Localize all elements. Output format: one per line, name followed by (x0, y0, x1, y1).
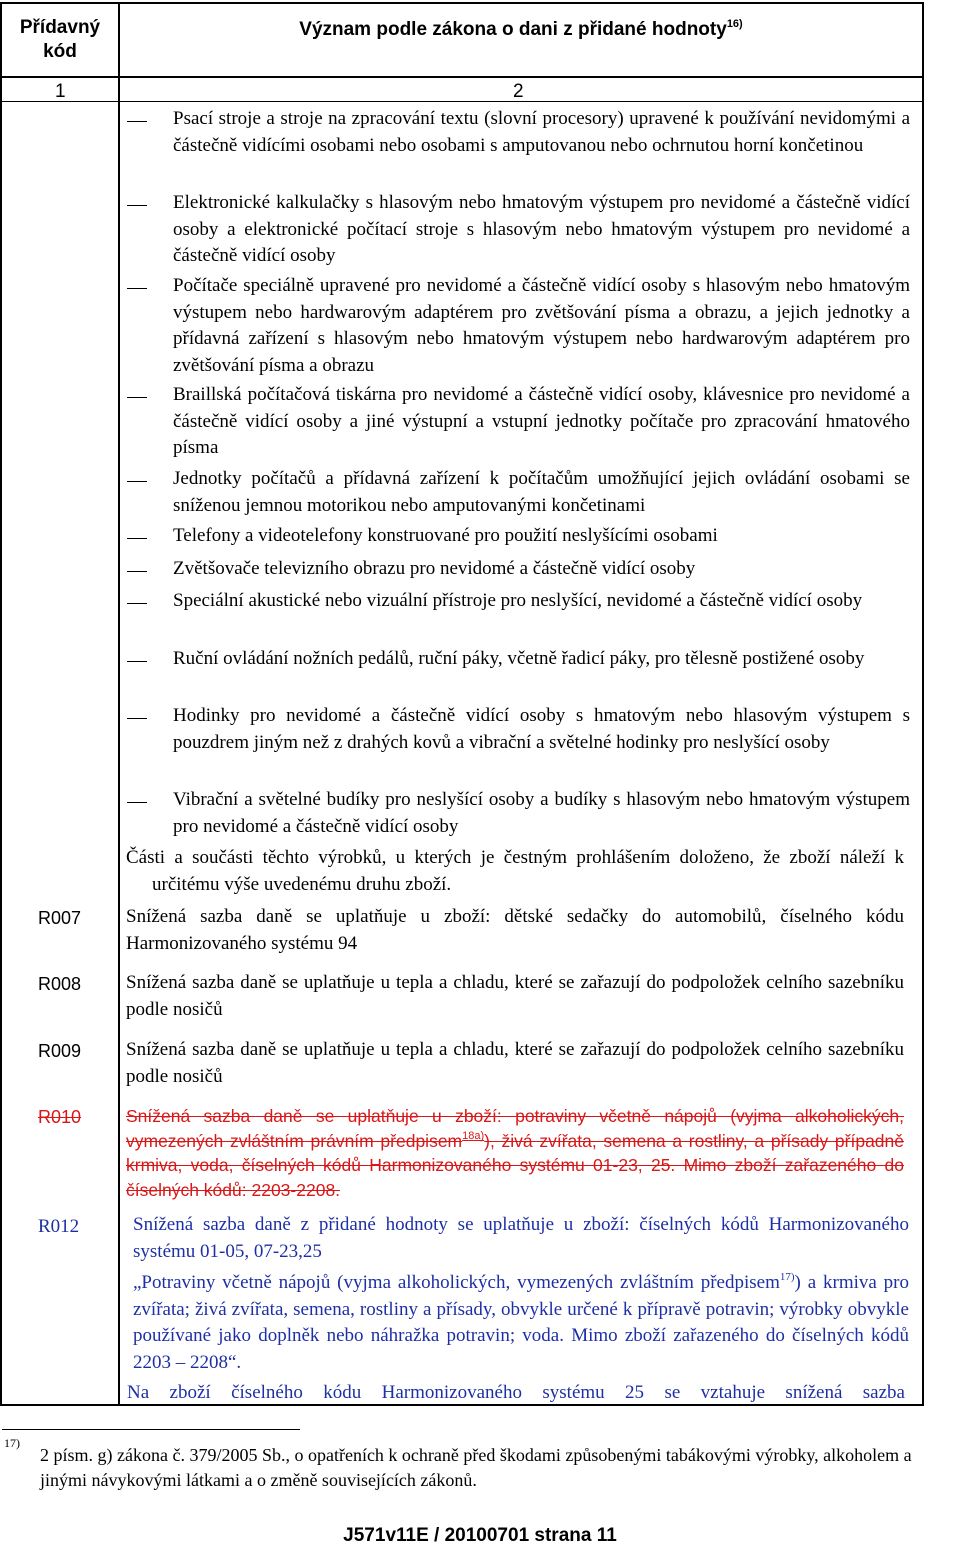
text-r012-p2 (133, 1270, 909, 1376)
list-item: Elektronické kalkulačky s hlasovým nebo hmatovým výstupem pro nevidomé a částečně vidící osoby a elektronické počítací stroje s hlasovým nebo hmatovým výstupem pro nevidomé a částečně vidící osoby (173, 192, 910, 266)
list-item: Počítače speciálně upravené pro nevidomé a částečně vidící osoby s hlasovým nebo hmatovým výstupem nebo hardwarovým adaptérem pro zvětšování písma a obrazu, a jejich jednotky a přídavná zařízení s hlasovým nebo hmatovým výstupem nebo hardwarovým adaptérem pro zvětšování písma a obrazu (173, 275, 910, 376)
text-r012-p2-ref: 17) (779, 1271, 795, 1283)
col2-number: 2 (513, 81, 524, 102)
list-dash (127, 802, 147, 803)
table-top-border (0, 2, 924, 4)
list-dash (127, 397, 147, 398)
col2-header-title: Význam podle zákona o dani z přidané hodnoty (299, 19, 727, 40)
header-bottom-border (0, 76, 924, 78)
code-r008: R008 (38, 974, 82, 994)
text-r007: Snížená sazba daně se uplatňuje u zboží: dětské sedačky do automobilů, číselného kódu Harmonizovaného systému 94 (126, 906, 904, 954)
parts-note: Části a součásti těchto výrobků, u kterých je čestným prohlášením doloženo, že zboží náleží k určitému výše uvedenému druhu zboží. (126, 847, 904, 895)
list-item: Jednotky počítačů a přídavná zařízení k počítačům umožňující jejich ovládání osobami se sníženou jemnou motorikou nebo amputovanými končetinami (173, 468, 910, 516)
list-dash (127, 538, 147, 539)
list-dash (127, 205, 147, 206)
col2-header-ref: 16) (726, 18, 743, 30)
footnote-rule (2, 1429, 300, 1430)
list-dash (127, 718, 147, 719)
list-dash (127, 121, 147, 122)
text-r008: Snížená sazba daně se uplatňuje u tepla a chladu, které se zařazují do podpoložek celního sazebníku podle nosičů (126, 972, 904, 1020)
text-r012-p3: Na zboží číselného kódu Harmonizovaného systému 25 se vztahuje snížená sazba (127, 1382, 905, 1403)
text-r009: Snížená sazba daně se uplatňuje u tepla a chladu, které se zařazují do podpoložek celního sazebníku podle nosičů (126, 1039, 904, 1087)
list-dash (127, 661, 147, 662)
text-r010-b: ), živá zvířata, semena a rostliny, a přísady případně krmiva, voda, číselných kódů Harmonizovaného systému 01-23, 25. Mimo zboží zařazeného do číselných kódů: 2203-2208. (126, 1130, 905, 1200)
colnum-bottom-border (0, 101, 924, 102)
text-r012-p1: Snížená sazba daně z přidané hodnoty se uplatňuje u zboží: číselných kódů Harmonizovaného systému 01-05, 07-23,25 (133, 1214, 909, 1262)
page-footer: J571v11E / 20100701 strana 11 (343, 1525, 617, 1546)
code-r010: R010 (38, 1107, 82, 1127)
footnote-text: 2 písm. g) zákona č. 379/2005 Sb., o opatřeních k ochraně před škodami způsobenými tabákovými výrobky, alkoholem a jinými návykovými látkami a o změně souvisejících zákonů. (40, 1445, 912, 1490)
text-r010 (126, 1104, 904, 1202)
footnote-mark: 17) (4, 1436, 20, 1450)
text-r012-p2-b: ) a krmiva pro zvířata; živá zvířata, semena, rostliny a přísady, obvykle určené k přípravě potravin; výrobky obvykle používané jako doplněk nebo náhražka potravin; voda. Mimo zboží zařazeného do číselných kódů 2203 – 2208“. (133, 1272, 910, 1373)
table-left-border (0, 2, 2, 1406)
list-item: Psací stroje a stroje na zpracování textu (slovní procesory) upravené k používání nevidomými a částečně vidícími osobami nebo osobami s amputovanou nebo ochrnutou horní končetinou (173, 108, 910, 156)
list-item: Ruční ovládání nožních pedálů, ruční páky, včetně řadicí páky, pro tělesně postižené osoby (173, 648, 865, 669)
code-r007: R007 (38, 908, 82, 928)
list-item: Telefony a videotelefony konstruované pro použití neslyšícími osobami (173, 525, 718, 546)
list-item: Hodinky pro nevidomé a částečně vidící osoby s hmatovým nebo hlasovým výstupem s pouzdrem jiným než z drahých kovů a vibrační a světelné hodinky pro neslyšící osoby (173, 705, 910, 753)
code-r012: R012 (38, 1216, 80, 1237)
text-r010-a: Snížená sazba daně se uplatňuje u zboží: potraviny včetně nápojů (vyjma alkoholických, vymezených zvláštním právním předpisem (126, 1106, 904, 1151)
code-r009: R009 (38, 1041, 82, 1061)
column-divider (118, 2, 120, 1406)
col1-header: Přídavný kód (19, 17, 101, 62)
col2-header (122, 18, 920, 42)
table-right-border (922, 2, 924, 1406)
list-item: Vibrační a světelné budíky pro neslyšící osoby a budíky s hlasovým nebo hmatovým výstupem pro nevidomé a částečně vidící osoby (173, 789, 910, 837)
list-dash (127, 481, 147, 482)
text-r012-p2-a: „Potraviny včetně nápojů (vyjma alkoholických, vymezených zvláštním předpisem (133, 1272, 780, 1293)
list-item: Zvětšovače televizního obrazu pro nevidomé a částečně vidící osoby (173, 558, 696, 579)
list-dash (127, 288, 147, 289)
list-dash (127, 571, 147, 572)
list-item: Braillská počítačová tiskárna pro nevidomé a částečně vidící osoby, klávesnice pro nevidomé a částečně vidící osoby a jiné výstupní a vstupní jednotky počítače pro zpracování hmatového písma (173, 384, 910, 458)
list-item: Speciální akustické nebo vizuální přístroje pro neslyšící, nevidomé a částečně vidící osoby (173, 590, 863, 611)
text-r010-ref: 18a) (462, 1129, 485, 1142)
col1-number: 1 (55, 81, 66, 102)
list-dash (127, 603, 147, 604)
